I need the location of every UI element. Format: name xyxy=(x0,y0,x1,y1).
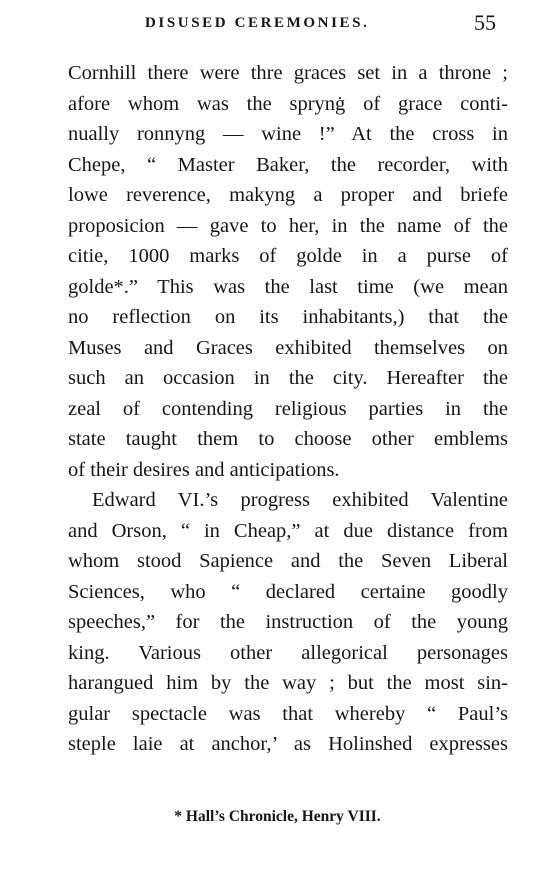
text-line: lowe reverence, makyng a proper and briefe xyxy=(68,184,508,206)
text-line: proposicion — gave to her, in the name of the xyxy=(68,214,508,237)
text-line: Cornhill there were thre graces set in a throne ; xyxy=(68,62,508,84)
paragraph-start-line: Edward VI.’s progress exhibited Valentine xyxy=(92,489,508,511)
text-line: golde*.” This was the last time (we mean xyxy=(68,275,508,298)
page-header xyxy=(0,6,555,40)
text-line: state taught them to choose other emblems xyxy=(68,428,508,450)
text-line: king. Various other allegorical personages xyxy=(68,641,508,664)
text-line: Chepe, “ Master Baker, the recorder, with xyxy=(68,153,508,176)
text-line: Sciences, who “ declared certaine goodly xyxy=(68,580,508,603)
text-line: citie, 1000 marks of golde in a purse of xyxy=(68,245,508,267)
text-line: steple laie at anchor,’ as Holinshed expresses xyxy=(68,733,508,755)
text-line: gular spectacle was that whereby “ Paul’s xyxy=(68,702,508,725)
body-text xyxy=(68,58,508,760)
text-line: harangued him by the way ; but the most sin- xyxy=(68,672,508,694)
text-line: speeches,” for the instruction of the young xyxy=(68,611,508,633)
text-line: Muses and Graces exhibited themselves on xyxy=(68,336,508,359)
text-line: zeal of contending religious parties in the xyxy=(68,397,508,420)
running-head: DISUSED CEREMONIES. xyxy=(145,15,370,31)
text-line: nually ronnyng — wine !” At the cross in xyxy=(68,123,508,145)
text-line: such an occasion in the city. Hereafter the xyxy=(68,367,508,389)
text-line: no reflection on its inhabitants,) that the xyxy=(68,306,508,328)
footnote: * Hall’s Chronicle, Henry VIII. xyxy=(174,808,381,825)
page-number: 55 xyxy=(474,10,496,35)
text-line: and Orson, “ in Cheap,” at due distance from xyxy=(68,519,508,542)
text-line: whom stood Sapience and the Seven Liberal xyxy=(68,550,508,572)
paragraph-end-line: of their desires and anticipations. xyxy=(68,458,340,481)
text-line: afore whom was the sprynġ of grace conti- xyxy=(68,92,508,115)
